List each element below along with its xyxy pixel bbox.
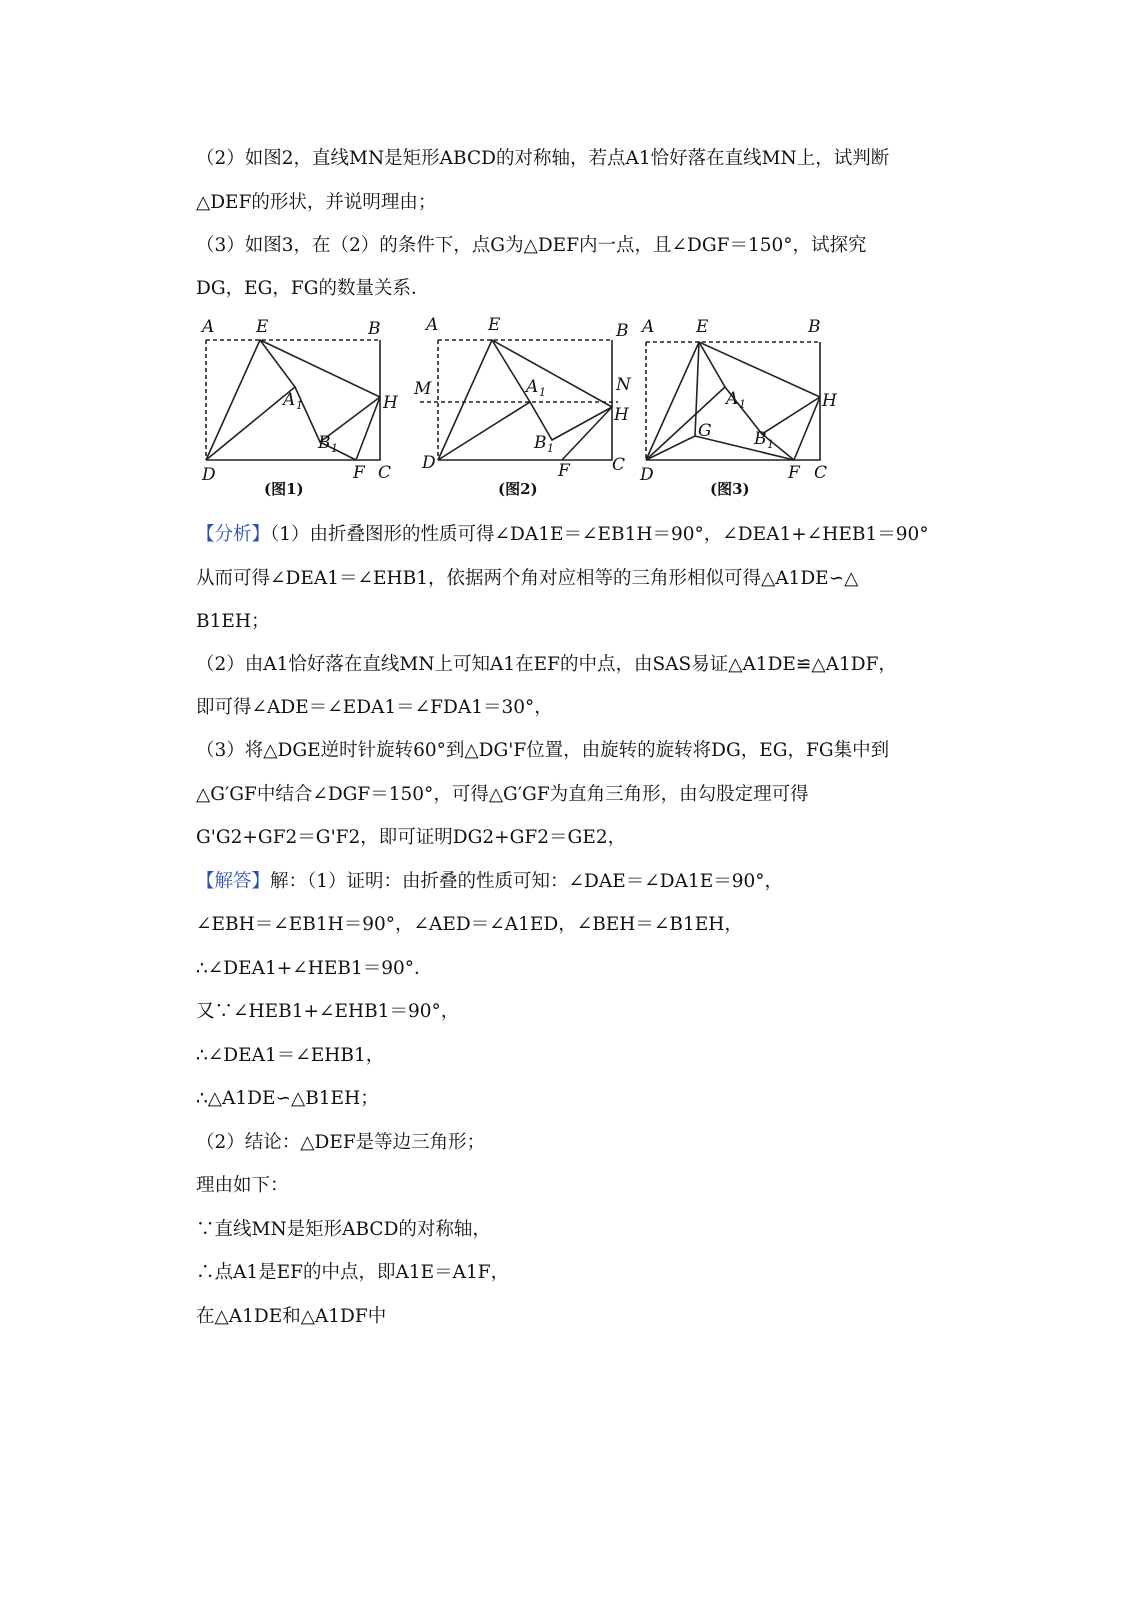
problem-line: △DEF的形状，并说明理由； [196, 192, 437, 213]
label-A: A [642, 317, 655, 337]
label-F: F [558, 461, 570, 481]
analysis-line: G'G2+GF2＝G'F2，即可证明DG2+GF2＝GE2， [196, 827, 627, 848]
analysis-line: 即可得∠ADE＝∠EDA1＝∠FDA1＝30°， [196, 697, 553, 718]
analysis-line: 从而可得∠DEA1＝∠EHB1，依据两个角对应相等的三角形相似可得△A1DE∽△ [196, 568, 859, 589]
figure-3-caption: (图3) [710, 480, 750, 498]
label-D: D [202, 465, 216, 485]
answer-line [196, 870, 783, 894]
label-D: D [422, 453, 436, 473]
label-B: B [368, 319, 381, 339]
label-D: D [640, 465, 654, 485]
label-sub: 1 [296, 399, 303, 412]
label-sub: 1 [547, 442, 554, 455]
answer-line: ∠EBH＝∠EB1H＝90°，∠AED＝∠A1ED，∠BEH＝∠B1EH， [196, 914, 743, 935]
analysis-line [196, 523, 929, 547]
label-M: M [414, 379, 432, 399]
answer-line: （2）结论：△DEF是等边三角形； [196, 1132, 486, 1153]
figure-2 [420, 340, 618, 460]
analysis-line: B1EH； [196, 611, 270, 632]
label-A1: A [526, 377, 539, 397]
answer-line: ∴∠DEA1＝∠EHB1， [196, 1045, 385, 1066]
label-A: A [202, 317, 215, 337]
label-A1: A [726, 389, 739, 409]
answer-line: 在△A1DE和△A1DF中 [196, 1306, 387, 1327]
label-C: C [814, 463, 828, 483]
answer-line: ∴∠DEA1+∠HEB1＝90°． [196, 958, 433, 979]
label-A: A [426, 315, 439, 335]
label-B1: B [534, 433, 547, 453]
problem-line: DG，EG，FG的数量关系． [196, 278, 430, 299]
answer-line: 又∵∠HEB1+∠EHB1＝90°， [196, 1001, 460, 1022]
label-H: H [383, 393, 398, 413]
label-H: H [614, 405, 629, 425]
answer-text: 解：（1）证明：由折叠的性质可知：∠DAE＝∠DA1E＝90°， [270, 871, 783, 892]
label-B1: B [754, 429, 767, 449]
label-B: B [808, 317, 821, 337]
figure-1-caption: (图1) [264, 480, 304, 498]
analysis-line: （2）由A1恰好落在直线MN上可知A1在EF的中点，由SAS易证△A1DE≌△A1DF， [196, 654, 897, 675]
answer-line: ∵直线MN是矩形ABCD的对称轴， [196, 1219, 491, 1240]
label-sub: 1 [539, 386, 546, 399]
geometry-figures [190, 312, 850, 502]
figure-2-caption: (图2) [498, 480, 538, 498]
label-A1: A [283, 390, 296, 410]
label-sub: 1 [739, 398, 746, 411]
analysis-line: △G′GF中结合∠DGF＝150°，可得△G′GF为直角三角形，由勾股定理可得 [196, 784, 809, 805]
label-sub: 1 [767, 438, 774, 451]
label-C: C [378, 463, 392, 483]
label-sub: 1 [331, 442, 338, 455]
analysis-tag: 【分析】 [196, 524, 271, 545]
label-H: H [822, 391, 837, 411]
answer-line: ∴点A1是EF的中点，即A1E＝A1F， [196, 1262, 510, 1283]
label-G: G [698, 421, 712, 441]
answer-line: 理由如下： [196, 1175, 289, 1196]
analysis-text: （1）由折叠图形的性质可得∠DA1E＝∠EB1H＝90°，∠DEA1+∠HEB1＝90° [270, 524, 929, 545]
label-C: C [612, 455, 626, 475]
label-F: F [353, 463, 365, 483]
label-B1: B [318, 433, 331, 453]
label-F: F [788, 463, 800, 483]
problem-line: （3）如图3，在（2）的条件下，点G为△DEF内一点，且∠DGF＝150°，试探究 [196, 235, 867, 256]
answer-tag: 【解答】 [196, 871, 271, 892]
label-E: E [696, 317, 709, 337]
analysis-line: （3）将△DGE逆时针旋转60°到△DG'F位置，由旋转的旋转将DG，EG，FG集中到 [196, 740, 890, 761]
answer-line: ∴△A1DE∽△B1EH； [196, 1088, 379, 1109]
label-E: E [488, 315, 501, 335]
label-B: B [616, 321, 629, 341]
problem-line: （2）如图2，直线MN是矩形ABCD的对称轴，若点A1恰好落在直线MN上，试判断 [196, 148, 890, 169]
label-N: N [616, 375, 631, 395]
label-E: E [256, 317, 269, 337]
